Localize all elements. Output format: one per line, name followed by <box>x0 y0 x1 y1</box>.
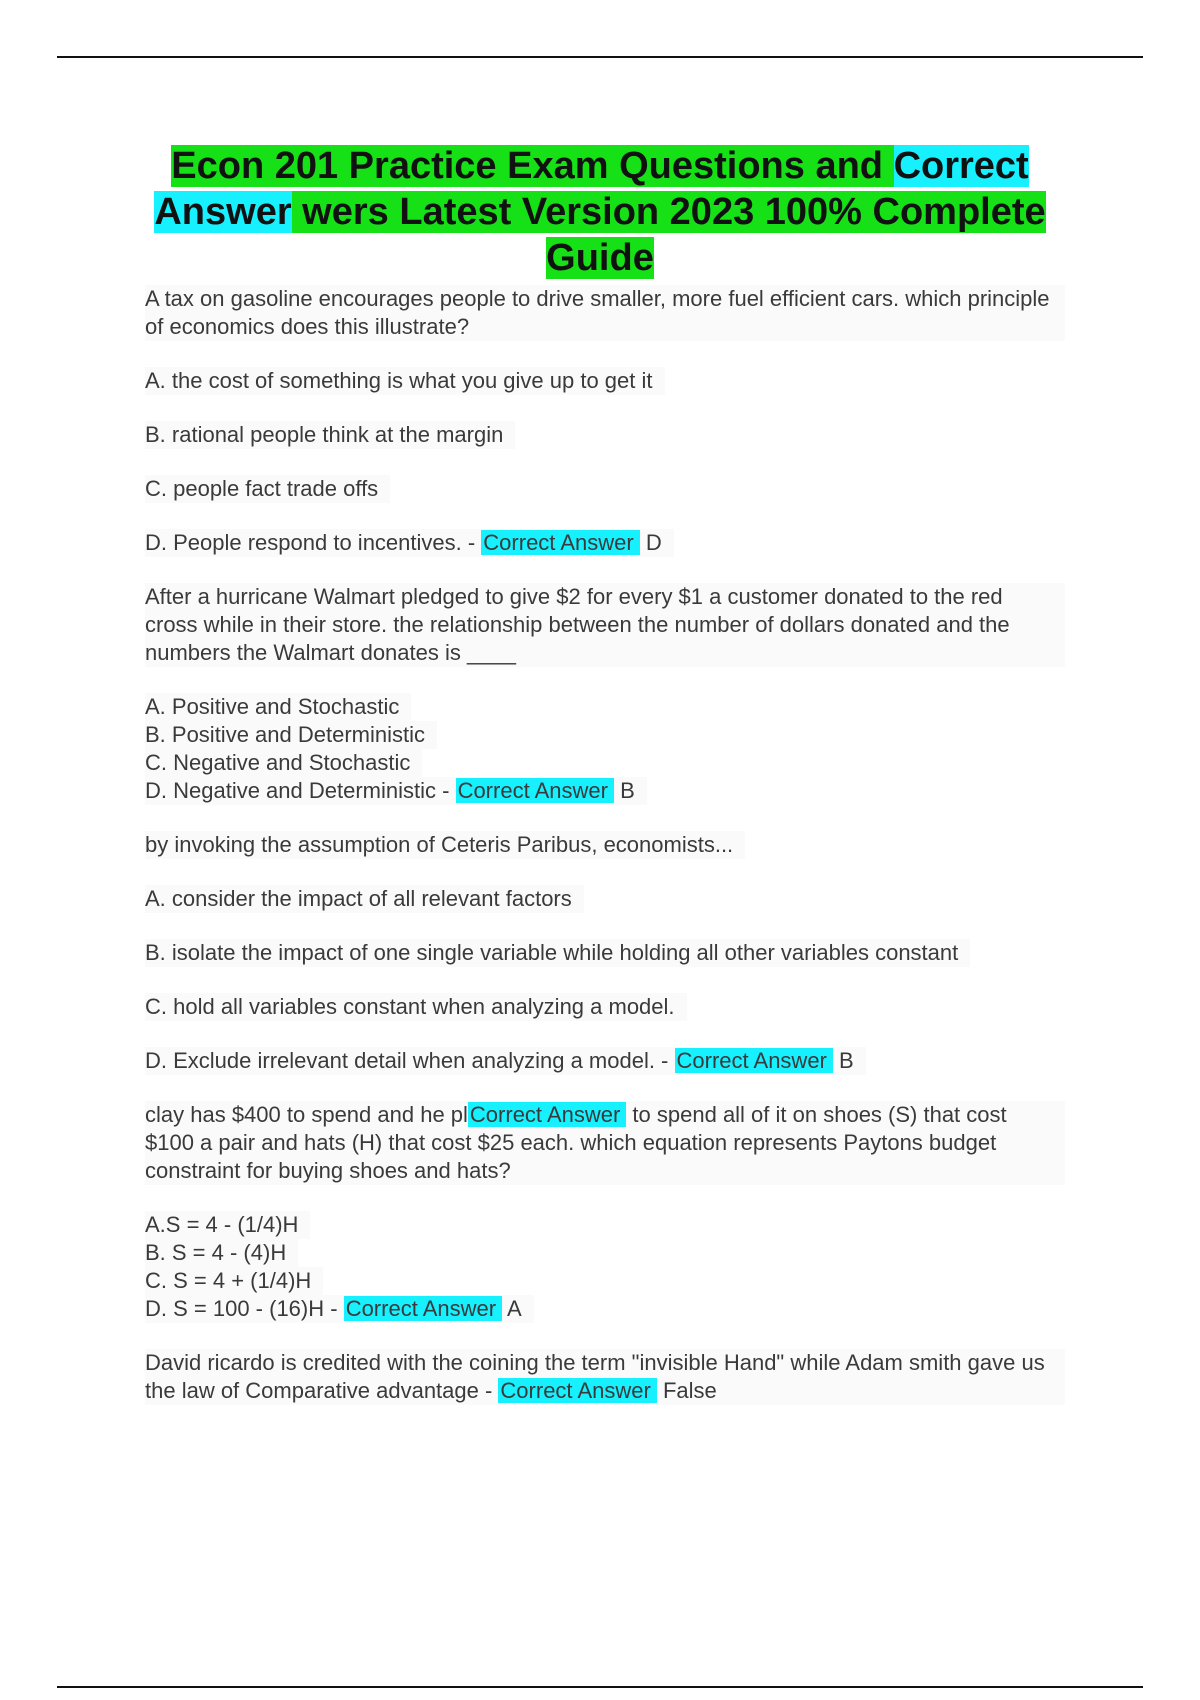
question-4-option-c: C. S = 4 + (1/4)H <box>145 1267 323 1295</box>
question-2-option-a: A. Positive and Stochastic <box>145 693 411 721</box>
question-1-stem: A tax on gasoline encourages people to drive smaller, more fuel efficient cars. which principle of economics does this illustrate? <box>145 285 1065 341</box>
top-rule <box>57 56 1143 58</box>
question-3-option-c: C. hold all variables constant when analyzing a model. <box>145 993 687 1021</box>
correct-answer-highlight: Correct Answer <box>498 1378 656 1403</box>
question-3-stem: by invoking the assumption of Ceteris Paribus, economists... <box>145 831 745 859</box>
question-4-option-d <box>145 1295 534 1323</box>
question-2-answer: B <box>620 778 635 803</box>
correct-answer-highlight: Correct Answer <box>468 1102 626 1127</box>
question-1-option-a: A. the cost of something is what you give up to get it <box>145 367 665 395</box>
question-4-stem-start: clay has $400 to spend and he pl <box>145 1102 468 1127</box>
correct-answer-highlight: Correct Answer <box>481 530 639 555</box>
question-1-option-d-text: D. People respond to incentives. - <box>145 530 482 555</box>
question-2-option-c: C. Negative and Stochastic <box>145 749 422 777</box>
question-4-option-a: A.S = 4 - (1/4)H <box>145 1211 310 1239</box>
document-title <box>130 143 1070 281</box>
question-5-stem <box>145 1349 1065 1405</box>
correct-answer-highlight: Correct Answer <box>456 778 614 803</box>
question-2-option-d <box>145 777 647 805</box>
title-part-green-end: wers Latest Version 2023 100% Complete Guide <box>291 191 1046 279</box>
question-4-stem-end: to spend all of it on shoes (S) that cost $100 a pair and hats (H) that cost $25 each. which equation represents Paytons budget constraint for buying shoes and hats? <box>145 1102 1007 1183</box>
correct-answer-highlight: Correct Answer <box>675 1048 833 1073</box>
question-5-stem-text: David ricardo is credited with the coining the term "invisible Hand" while Adam smith gave us the law of Comparative advantage - <box>145 1350 1045 1403</box>
question-3-option-d <box>145 1047 866 1075</box>
question-3-option-b: B. isolate the impact of one single variable while holding all other variables constant <box>145 939 970 967</box>
question-4-stem <box>145 1101 1065 1185</box>
question-4-option-b: B. S = 4 - (4)H <box>145 1239 298 1267</box>
question-1-option-c: C. people fact trade offs <box>145 475 390 503</box>
bottom-rule <box>57 1686 1143 1688</box>
question-4-answer: A <box>506 1296 522 1321</box>
title-part-green: Econ 201 Practice Exam Questions and <box>171 145 894 187</box>
correct-answer-highlight: Correct Answer <box>344 1296 502 1321</box>
question-3-option-d-text: D. Exclude irrelevant detail when analyzing a model. - <box>145 1048 675 1073</box>
question-4-option-d-text: D. S = 100 - (16)H - <box>145 1296 344 1321</box>
question-1-answer: D <box>645 530 662 555</box>
question-5-answer: False <box>662 1378 717 1403</box>
question-3-answer: B <box>839 1048 854 1073</box>
question-3-option-a: A. consider the impact of all relevant factors <box>145 885 584 913</box>
question-2-option-b: B. Positive and Deterministic <box>145 721 437 749</box>
question-2-stem: After a hurricane Walmart pledged to give $2 for every $1 a customer donated to the red cross while in their store. the relationship between the number of dollars donated and the numbers the Walmart donates is ____ <box>145 583 1065 667</box>
question-2-option-d-text: D. Negative and Deterministic - <box>145 778 456 803</box>
question-1-option-b: B. rational people think at the margin <box>145 421 515 449</box>
question-1-option-d <box>145 529 674 557</box>
document-body <box>145 285 1065 1405</box>
title-part-highlight: Correct Answer <box>154 145 1029 233</box>
